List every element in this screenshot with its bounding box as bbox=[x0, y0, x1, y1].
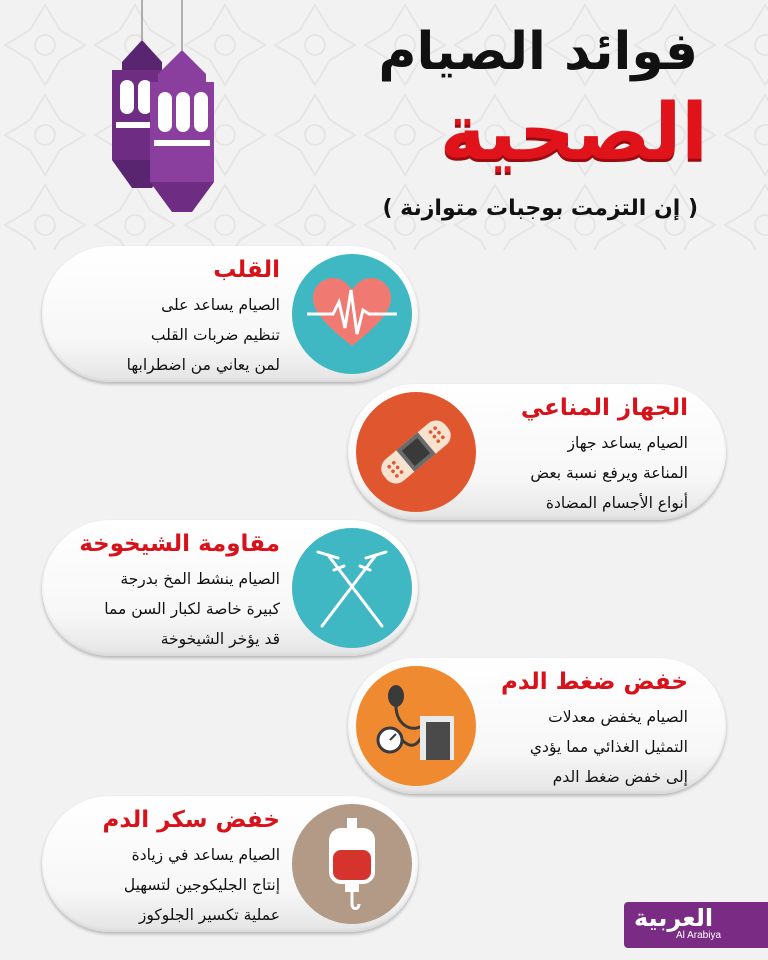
bandage-icon bbox=[356, 392, 476, 512]
card-text-line: قد يؤخر الشيخوخة bbox=[160, 630, 280, 648]
card-text-line: الصيام يساعد جهاز bbox=[567, 434, 688, 452]
blood-pressure-monitor-icon bbox=[356, 666, 476, 786]
heartbeat-icon bbox=[292, 254, 412, 374]
benefit-card-blood-sugar bbox=[42, 796, 418, 932]
al-arabiya-logo bbox=[624, 902, 768, 948]
card-text-line: إلى خفض ضغط الدم bbox=[552, 768, 688, 786]
card-text-line: الصيام يخفض معدلات bbox=[548, 708, 688, 726]
ramadan-lanterns-icon bbox=[90, 0, 240, 220]
card-text-line: أنواع الأجسام المضادة bbox=[545, 494, 688, 512]
logo-english-text: Al Arabiya bbox=[676, 930, 722, 941]
card-text-line: الصيام ينشط المخ بدرجة bbox=[120, 570, 280, 588]
card-text-line: إنتاج الجليكوجين لتسهيل bbox=[123, 876, 280, 894]
card-text-line: الصيام يساعد في زيادة bbox=[131, 846, 280, 864]
benefit-card-heart bbox=[42, 246, 418, 382]
iv-drip-bag-icon bbox=[292, 804, 412, 924]
benefit-card-anti-aging bbox=[42, 520, 418, 656]
page-title-highlight: الصحية bbox=[439, 88, 708, 178]
card-title: مقاومة الشيخوخة bbox=[79, 531, 280, 557]
card-text-line: كبيرة خاصة لكبار السن مما bbox=[104, 600, 280, 618]
card-title: الجهاز المناعي bbox=[520, 395, 688, 421]
card-text-line: الصيام يساعد على bbox=[161, 296, 280, 314]
card-text-line: تنظيم ضربات القلب bbox=[150, 326, 280, 344]
crutches-icon bbox=[292, 528, 412, 648]
benefit-card-immune bbox=[348, 384, 726, 520]
card-text-line: التمثيل الغذائي مما يؤدي bbox=[529, 738, 688, 756]
card-text-line: لمن يعاني من اضطرابها bbox=[126, 356, 280, 374]
card-text-line: المناعة ويرفع نسبة بعض bbox=[530, 464, 688, 482]
card-text-line: عملية تكسير الجلوكوز bbox=[138, 906, 280, 924]
card-title: القلب bbox=[213, 257, 280, 283]
page-subtitle: ( إن التزمت بوجبات متوازنة ) bbox=[382, 196, 698, 221]
card-title: خفض سكر الدم bbox=[102, 807, 280, 833]
card-title: خفض ضغط الدم bbox=[500, 669, 688, 695]
logo-arabic-text: العربية bbox=[634, 904, 714, 932]
page-title: فوائد الصيام bbox=[378, 22, 698, 82]
benefit-card-blood-pressure bbox=[348, 658, 726, 794]
